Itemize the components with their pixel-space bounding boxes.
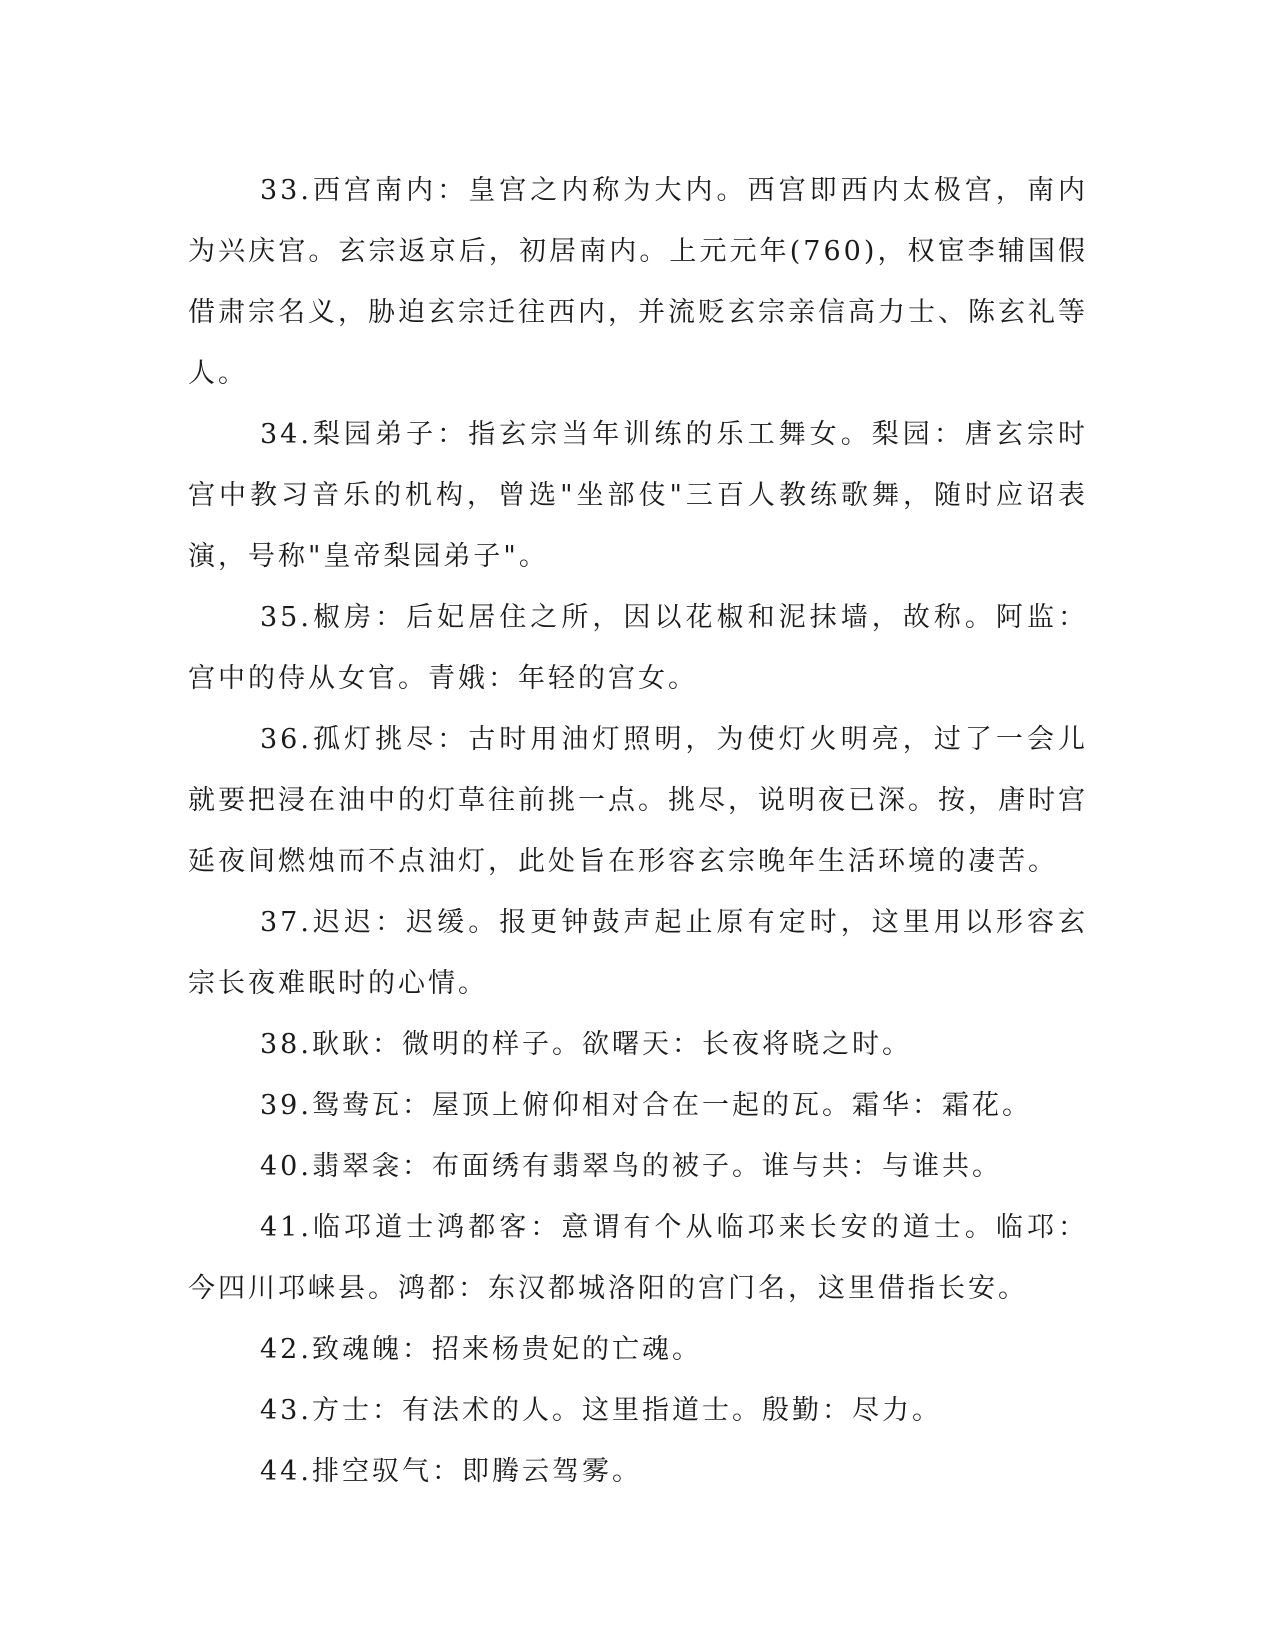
notes-body bbox=[188, 160, 1088, 1502]
note-33: 33.西宫南内：皇宫之内称为大内。西宫即西内太极宫，南内为兴庆宫。玄宗返京后，初居南内。上元元年(760)，权宦李辅国假借肃宗名义，胁迫玄宗迁往西内，并流贬玄宗亲信高力士、陈玄礼等人。 bbox=[188, 175, 1088, 389]
note-44: 44.排空驭气：即腾云驾雾。 bbox=[260, 1456, 642, 1487]
note-39: 39.鸳鸯瓦：屋顶上俯仰相对合在一起的瓦。霜华：霜花。 bbox=[260, 1090, 1032, 1121]
note-37: 37.迟迟：迟缓。报更钟鼓声起止原有定时，这里用以形容玄宗长夜难眠时的心情。 bbox=[188, 907, 1088, 999]
note-42: 42.致魂魄：招来杨贵妃的亡魂。 bbox=[260, 1334, 702, 1365]
note-43: 43.方士：有法术的人。这里指道士。殷勤：尽力。 bbox=[260, 1395, 942, 1426]
note-34: 34.梨园弟子：指玄宗当年训练的乐工舞女。梨园：唐玄宗时宫中教习音乐的机构，曾选"坐部伎"三百人教练歌舞，随时应诏表演，号称"皇帝梨园弟子"。 bbox=[188, 419, 1088, 572]
note-36: 36.孤灯挑尽：古时用油灯照明，为使灯火明亮，过了一会儿就要把浸在油中的灯草往前挑一点。挑尽，说明夜已深。按，唐时宫延夜间燃烛而不点油灯，此处旨在形容玄宗晚年生活环境的凄苦。 bbox=[188, 724, 1088, 877]
note-40: 40.翡翠衾：布面绣有翡翠鸟的被子。谁与共：与谁共。 bbox=[260, 1151, 1002, 1182]
note-41: 41.临邛道士鸿都客：意谓有个从临邛来长安的道士。临邛：今四川邛崃县。鸿都：东汉都城洛阳的宫门名，这里借指长安。 bbox=[188, 1212, 1088, 1304]
note-38: 38.耿耿：微明的样子。欲曙天：长夜将晓之时。 bbox=[260, 1029, 912, 1060]
note-35: 35.椒房：后妃居住之所，因以花椒和泥抹墙，故称。阿监：宫中的侍从女官。青娥：年轻的宫女。 bbox=[188, 602, 1088, 694]
